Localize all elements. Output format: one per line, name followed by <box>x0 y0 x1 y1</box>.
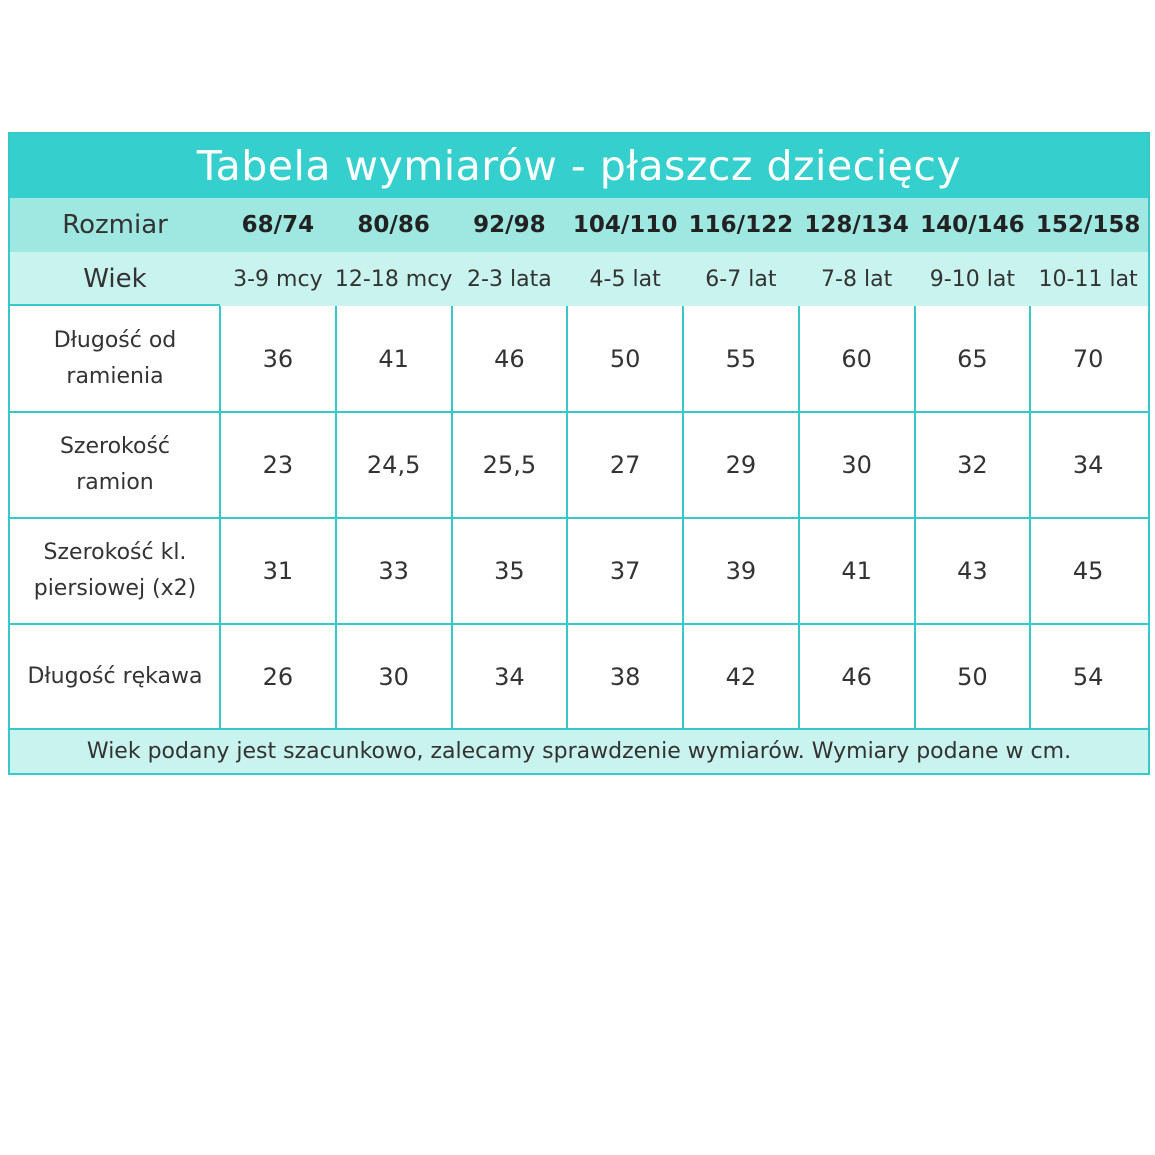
column-divider <box>219 306 221 730</box>
measurement-value: 34 <box>494 663 525 691</box>
age-value: 2-3 lata <box>467 266 552 292</box>
age-value: 3-9 mcy <box>233 266 323 292</box>
measurement-value: 32 <box>957 451 988 479</box>
measurement-label-text <box>34 535 197 607</box>
measurement-value: 45 <box>1072 557 1104 585</box>
measurement-label-text <box>60 429 170 501</box>
footer-note: Wiek podany jest szacunkowo, zalecamy sprawdzenie wymiarów. Wymiary podane w cm. <box>86 739 1072 764</box>
size-value: 80/86 <box>357 212 430 238</box>
age-value: 7-8 lat <box>821 266 893 292</box>
age-value: 6-7 lat <box>705 266 777 292</box>
title-band <box>10 134 1148 198</box>
measurement-label-line: Szerokość kl. <box>43 540 187 565</box>
size-value: 140/146 <box>920 212 1025 238</box>
size-value: 128/134 <box>804 212 909 238</box>
row-divider <box>10 623 1148 625</box>
measurement-value: 39 <box>725 557 757 585</box>
measurement-value: 70 <box>1072 345 1104 373</box>
measurement-value: 24,5 <box>366 451 421 479</box>
measurement-value: 43 <box>957 557 988 585</box>
column-divider <box>566 306 568 730</box>
measurement-label-line: ramienia <box>66 364 164 389</box>
row-divider <box>10 411 1148 413</box>
measurement-label <box>10 412 220 518</box>
measurement-value: 46 <box>841 663 872 691</box>
footer-note-band <box>10 730 1148 773</box>
age-row <box>10 252 1148 306</box>
measurement-value: 27 <box>609 451 641 479</box>
measurement-label <box>10 624 220 730</box>
measurement-value: 25,5 <box>482 451 537 479</box>
column-divider <box>914 306 916 730</box>
measurement-label-line: Szerokość <box>59 434 171 459</box>
age-value: 9-10 lat <box>929 266 1015 292</box>
measurement-value: 31 <box>262 557 294 585</box>
size-value: 68/74 <box>241 212 315 238</box>
measurement-value: 37 <box>609 557 641 585</box>
size-value: 152/158 <box>1035 212 1141 238</box>
column-divider <box>335 306 337 730</box>
measurement-value: 42 <box>725 663 757 691</box>
size-row-label: Rozmiar <box>62 210 168 240</box>
measurement-value: 33 <box>378 557 409 585</box>
measurement-value: 55 <box>725 345 757 373</box>
measurement-label-line: ramion <box>76 470 154 495</box>
measurement-value: 50 <box>609 345 641 373</box>
measurement-value: 26 <box>262 663 294 691</box>
size-chart-table <box>8 132 1150 775</box>
column-divider <box>451 306 453 730</box>
column-divider <box>798 306 800 730</box>
size-value: 116/122 <box>688 212 794 238</box>
measurement-label <box>10 306 220 412</box>
size-value: 92/98 <box>473 212 546 238</box>
age-value: 10-11 lat <box>1038 266 1138 292</box>
age-value: 12-18 mcy <box>334 266 453 292</box>
measurement-value: 46 <box>494 345 525 373</box>
measurements-body <box>10 306 1148 730</box>
measurement-value: 35 <box>494 557 525 585</box>
measurement-value: 65 <box>957 345 988 373</box>
measurement-value: 38 <box>609 663 641 691</box>
measurement-label <box>10 518 220 624</box>
measurement-value: 36 <box>262 345 294 373</box>
column-divider <box>1029 306 1031 730</box>
age-value: 4-5 lat <box>589 266 661 292</box>
measurement-label-text <box>54 323 177 395</box>
measurement-value: 60 <box>841 345 872 373</box>
measurement-label-line: Długość od <box>53 328 177 353</box>
measurement-value: 50 <box>957 663 988 691</box>
measurement-value: 29 <box>725 451 757 479</box>
measurement-label-text <box>27 659 202 695</box>
size-row <box>10 198 1148 252</box>
age-row-label: Wiek <box>83 264 147 294</box>
size-value: 104/110 <box>572 212 678 238</box>
measurement-value: 30 <box>378 663 409 691</box>
column-divider <box>682 306 684 730</box>
measurement-value: 30 <box>841 451 872 479</box>
row-divider <box>10 517 1148 519</box>
table-title: Tabela wymiarów - płaszcz dziecięcy <box>196 142 962 190</box>
measurement-value: 41 <box>378 345 409 373</box>
measurement-value: 41 <box>841 557 872 585</box>
measurement-value: 23 <box>262 451 294 479</box>
measurement-label-line: Długość rękawa <box>27 664 203 689</box>
measurement-label-line: piersiowej (x2) <box>33 576 197 601</box>
measurement-value: 34 <box>1072 451 1104 479</box>
measurement-value: 54 <box>1072 663 1104 691</box>
